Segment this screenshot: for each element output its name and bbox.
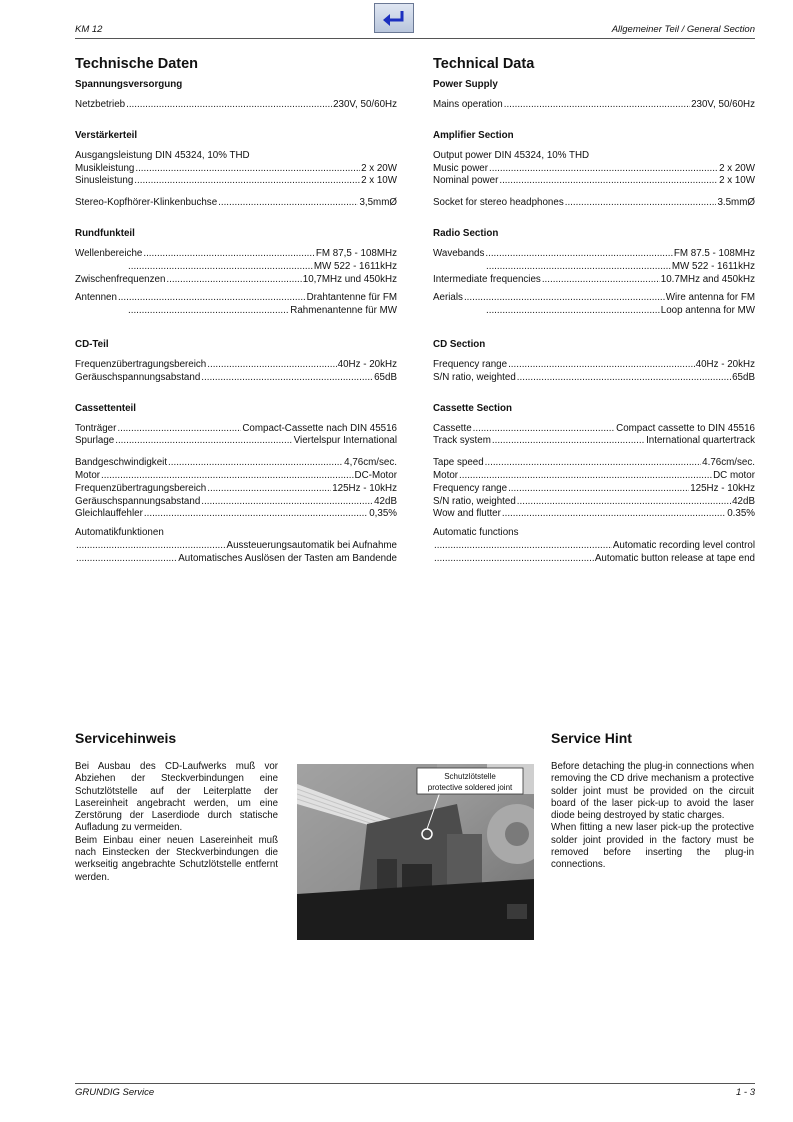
service-text-en: Before detaching the plug-in connections when removing the CD drive mechanism a protective solder joint must be provided on the circuit board of the laser pick-up to avoid the laser diode being destroyed by static charges. When fitting a new laser pick-up the protective solder joint provided in the factory must be removed before inserting the plug-in connections. [551,761,754,871]
service-title-de: Servicehinweis [75,730,177,746]
spec-row: Motor ..... DC motor [433,470,755,483]
section-heading: Amplifier Section [433,129,514,141]
section-heading: CD Section [433,338,486,350]
spec-row: Tonträger ..... Compact-Cassette nach DIN 45516 [75,423,397,436]
spec-row: Gleichlauffehler ..... 0,35% [75,508,397,521]
footer-brand: GRUNDIG Service [75,1087,155,1098]
spec-row: Musikleistung ..... 2 x 20W [75,163,397,176]
footer-rule [75,1083,755,1084]
german-specs [75,56,397,566]
section-heading: CD-Teil [75,338,109,350]
spec-row: Frequenzübertragungsbereich ..... 125Hz - 10kHz [75,483,397,496]
spec-row: Wavebands ..... FM 87.5 - 108MHz [433,248,755,261]
spec-row: Frequency range ..... 40Hz - 20kHz [433,359,755,372]
spec-row: ..... MW 522 - 1611kHz [75,261,397,274]
spec-row: Netzbetrieb ..... 230V, 50/60Hz [75,99,397,112]
spec-row: Bandgeschwindigkeit ..... 4,76cm/sec. [75,457,397,470]
spec-row: Wow and flutter ..... 0.35% [433,508,755,521]
spec-row: Sinusleistung ..... 2 x 10W [75,175,397,188]
spec-row: ..... MW 522 - 1611kHz [433,261,755,274]
spec-row: Frequenzübertragungsbereich ..... 40Hz - 20kHz [75,359,397,372]
header-section: Allgemeiner Teil / General Section [611,24,755,35]
return-arrow-icon [380,7,408,29]
spec-row: Wellenbereiche ..... FM 87,5 - 108MHz [75,248,397,261]
section-heading: Rundfunkteil [75,227,135,239]
spec-row: Antennen ..... Drahtantenne für FM [75,292,397,305]
spec-row: ..... Automatic recording level control [433,540,755,553]
section-heading: Spannungsversorgung [75,79,183,90]
header-rule [75,38,755,39]
spec-row: Zwischenfrequenzen ..... 10,7MHz und 450kHz [75,274,397,287]
spec-row: Geräuschspannungsabstand ..... 42dB [75,496,397,509]
spec-row: Motor ..... DC-Motor [75,470,397,483]
spec-subtitle: Output power DIN 45324, 10% THD [433,149,590,161]
spec-row: ..... Automatisches Auslösen der Tasten am Bandende [75,553,397,566]
section-heading: Verstärkerteil [75,129,138,141]
spec-row: Music power ..... 2 x 20W [433,163,755,176]
spec-row: Socket for stereo headphones ..... 3.5mmØ [433,197,755,210]
english-specs [433,56,755,566]
spec-row: Intermediate frequencies ..... 10.7MHz and 450kHz [433,274,755,287]
spec-row: S/N ratio, weighted ..... 65dB [433,372,755,385]
service-text-de: Bei Ausbau des CD-Laufwerks muß vor Abziehen der Steckverbindungen eine Schutzlötstelle auf der Leiterplatte der Lasereinheit angebracht werden, um eine Zerstörung der Laserdiode durch statische Aufladung zu vermeiden. Beim Einbau einer neuen Lasereinheit muß nach Einstecken der Steckverbindungen die werkseitig angebrachte Schutzlötstelle entfernt werden. [75,761,278,883]
section-heading: Radio Section [433,227,499,239]
spec-row: Track system ..... International quartertrack [433,435,755,448]
cd-drive-photo [297,764,534,940]
spec-row: Nominal power ..... 2 x 10W [433,175,755,188]
spec-row: Stereo-Kopfhörer-Klinkenbuchse ..... 3,5mmØ [75,197,397,210]
spec-row: Spurlage ..... Viertelspur International [75,435,397,448]
spec-row: ..... Loop antenna for MW [433,305,755,318]
spec-row: Frequency range ..... 125Hz - 10kHz [433,483,755,496]
service-title-en: Service Hint [551,730,632,746]
spec-row: Tape speed ..... 4.76cm/sec. [433,457,755,470]
page-title-en: Technical Data [433,56,535,72]
spec-row: Cassette ..... Compact cassette to DIN 45516 [433,423,755,436]
back-button[interactable] [374,3,414,33]
spec-row: ..... Automatic button release at tape end [433,553,755,566]
spec-subtitle: Automatic functions [433,527,519,539]
page-title-de: Technische Daten [75,56,199,72]
section-heading: Cassette Section [433,402,512,414]
header-model: KM 12 [75,24,103,35]
spec-row: S/N ratio, weighted ..... 42dB [433,496,755,509]
section-heading: Power Supply [433,79,498,90]
spec-row: Aerials ..... Wire antenna for FM [433,292,755,305]
spec-row: ..... Aussteuerungsautomatik bei Aufnahme [75,540,397,553]
page-number: 1 - 3 [735,1087,755,1098]
spec-subtitle: Ausgangsleistung DIN 45324, 10% THD [75,149,250,161]
photo-label-en: protective soldered joint [427,783,513,792]
spec-row: Mains operation ..... 230V, 50/60Hz [433,99,755,112]
photo-label-de: Schutzlötstelle [444,772,496,781]
section-heading: Cassettenteil [75,402,136,414]
spec-subtitle: Automatikfunktionen [75,527,164,539]
spec-row: Geräuschspannungsabstand ..... 65dB [75,372,397,385]
spec-row: ..... Rahmenantenne für MW [75,305,397,318]
